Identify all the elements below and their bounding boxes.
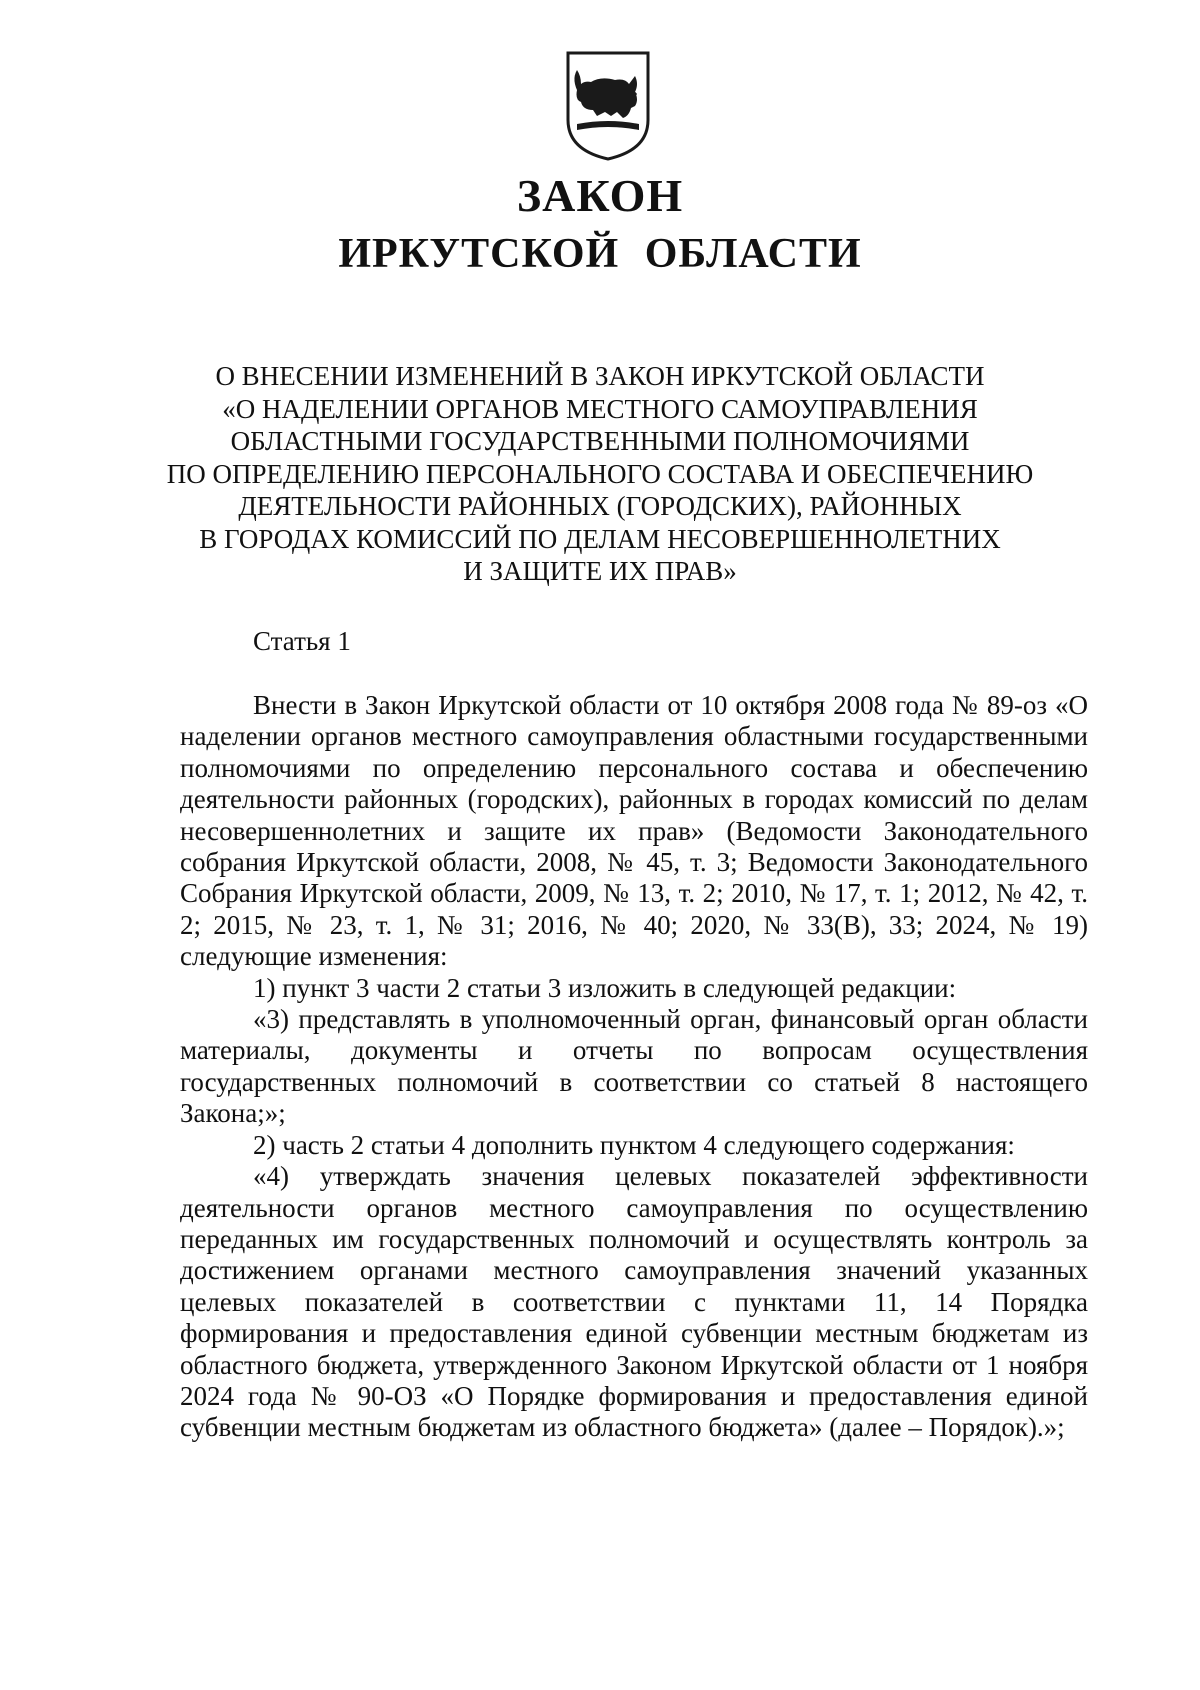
law-title-line: О ВНЕСЕНИИ ИЗМЕНЕНИЙ В ЗАКОН ИРКУТСКОЙ ОБЛАСТИ [215,361,985,391]
law-heading-line2: ИРКУТСКОЙ ОБЛАСТИ [338,231,862,277]
article-paragraph: Внести в Закон Иркутской области от 10 октября 2008 года № 89-оз «О наделении органов местного самоуправления областными государственными полномочиями по определению персонального состава и обеспечению деятельности районных (городских), районных в городах комиссий по делам несовершеннолетних и защите их прав» (Ведомости Законодательного собрания Иркутской области, 2008, № 45, т. 3; Ведомости Законодательного Собрания Иркутской области, 2009, № 13, т. 2; 2010, № 17, т. 1; 2012, № 42, т. 2; 2015, № 23, т. 1, № 31; 2016, № 40; 2020, № 33(В), 33; 2024, № 19) следующие изменения: [180,690,1088,972]
law-title-line: ДЕЯТЕЛЬНОСТИ РАЙОННЫХ (ГОРОДСКИХ), РАЙОННЫХ [238,491,962,521]
irkutsk-coat-of-arms-icon [565,50,651,162]
law-title-line: В ГОРОДАХ КОМИССИЙ ПО ДЕЛАМ НЕСОВЕРШЕННОЛЕТНИХ [199,523,1001,554]
article-paragraph: 1) пункт 3 части 2 статьи 3 изложить в следующей редакции: [253,972,957,1003]
article-label: Статья 1 [253,626,351,656]
law-title-line: «О НАДЕЛЕНИИ ОРГАНОВ МЕСТНОГО САМОУПРАВЛЕНИЯ [222,393,978,424]
law-title-line: ОБЛАСТНЫМИ ГОСУДАРСТВЕННЫМИ ПОЛНОМОЧИЯМИ [230,426,970,456]
law-heading-line1: ЗАКОН [516,170,684,221]
article-paragraph: «3) представлять в уполномоченный орган, финансовый орган области материалы, документы и отчеты по вопросам осуществления государственных полномочий в соответствии со статьей 8 настоящего Закона;»; [180,1004,1088,1129]
article-paragraph: 2) часть 2 статьи 4 дополнить пунктом 4 следующего содержания: [253,1129,1015,1160]
article-paragraph: «4) утверждать значения целевых показателей эффективности деятельности органов местного самоуправления по осуществлению переданных им государственных полномочий и осуществлять контроль за достижением органами местного самоуправления значений указанных целевых показателей в соответствии с пунктами 11, 14 Порядка формирования и предоставления единой субвенции местным бюджетам из областного бюджета, утвержденного Законом Иркутской области от 1 ноября 2024 года № 90-ОЗ «О Порядке формирования и предоставления единой субвенции местным бюджетам из областного бюджета» (далее – Порядок).»; [180,1161,1088,1443]
law-title-line: И ЗАЩИТЕ ИХ ПРАВ» [463,556,737,586]
article-body [180,690,1088,1444]
law-title [150,360,1050,588]
law-title-line: ПО ОПРЕДЕЛЕНИЮ ПЕРСОНАЛЬНОГО СОСТАВА И ОБЕСПЕЧЕНИЮ [166,458,1034,489]
